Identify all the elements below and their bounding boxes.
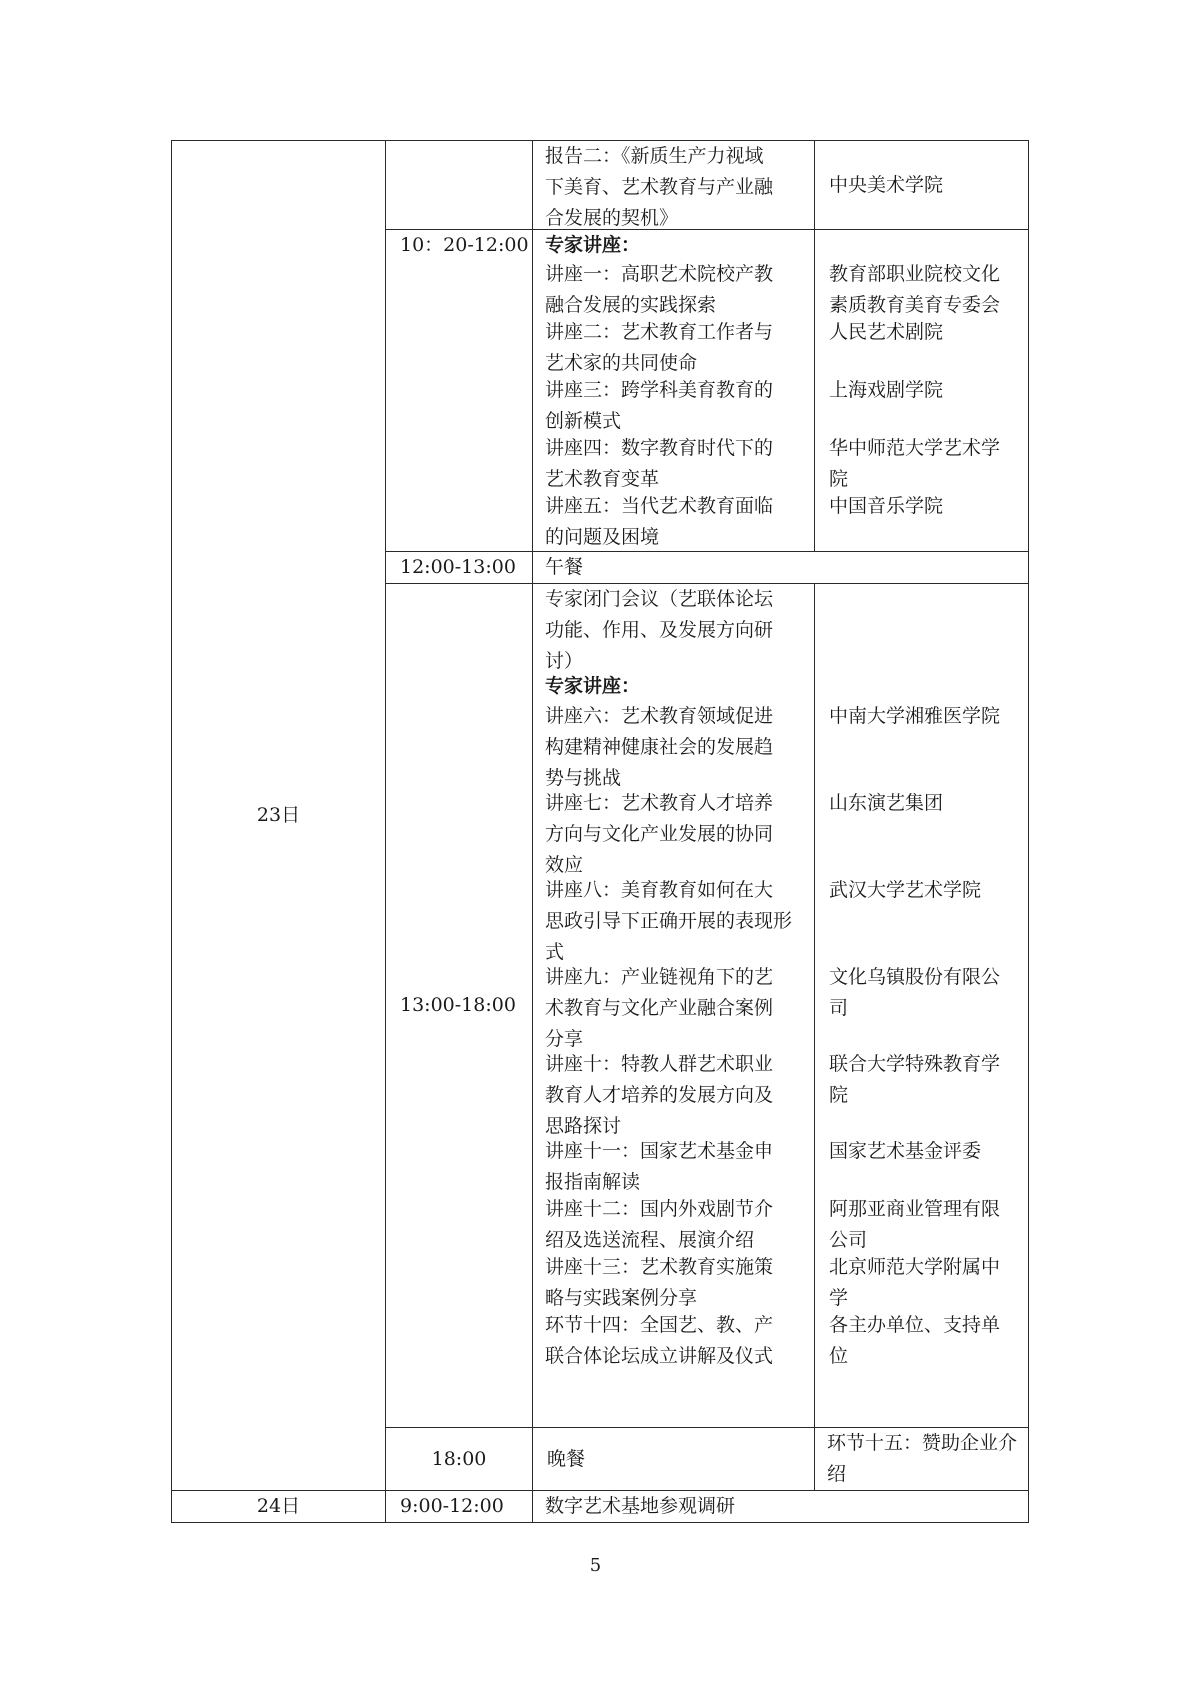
day-cell xyxy=(386,1428,533,1491)
lecture-org: 教育部职业院校文化 素质教育美育专委会 xyxy=(829,263,1001,316)
lecture-org: 山东演艺集团 xyxy=(829,792,944,814)
lecture-org: 中南大学湘雅医学院 xyxy=(829,705,1001,727)
table-row xyxy=(172,1491,1029,1523)
time-cell xyxy=(386,1491,533,1523)
lecture-heading: 专家讲座： xyxy=(545,675,641,697)
lecture-title: 环节十四：全国艺、教、产 联合体论坛成立讲解及仪式 xyxy=(545,1314,774,1367)
lunch-label: 午餐 xyxy=(545,556,584,578)
closed-meeting: 专家闭门会议（艺联体论坛 功能、作用、及发展方向研 讨） xyxy=(545,588,774,671)
lecture-title: 讲座六：艺术教育领域促进 构建精神健康社会的发展趋 势与挑战 xyxy=(545,705,774,788)
lecture-org: 华中师范大学艺术学 院 xyxy=(829,437,1001,490)
time-label: 18:00 xyxy=(431,1447,487,1470)
time-label: 10：20-12:00 xyxy=(400,234,529,256)
content-cell xyxy=(533,584,815,1428)
lecture-title: 讲座八：美育教育如何在大 思政引导下正确开展的表现形 式 xyxy=(545,879,793,962)
lecture-title: 讲座一：高职艺术院校产教 融合发展的实践探索 xyxy=(545,263,774,316)
schedule-table xyxy=(171,140,1029,1523)
lecture-title: 讲座十：特教人群艺术职业 教育人才培养的发展方向及 思路探讨 xyxy=(545,1053,774,1136)
lecture-title: 讲座五：当代艺术教育面临 的问题及困境 xyxy=(545,495,774,548)
lecture-title: 讲座十三：艺术教育实施策 略与实践案例分享 xyxy=(545,1256,774,1309)
lecture-org: 上海戏剧学院 xyxy=(829,379,944,401)
content-cell xyxy=(533,552,1029,584)
time-cell xyxy=(386,552,533,584)
lecture-title: 讲座九：产业链视角下的艺 术教育与文化产业融合案例 分享 xyxy=(545,966,774,1049)
lecture-org: 中国音乐学院 xyxy=(829,495,944,517)
lecture-org: 国家艺术基金评委 xyxy=(829,1140,982,1162)
time-label: 12:00-13:00 xyxy=(400,556,516,578)
lecture-org: 联合大学特殊教育学 院 xyxy=(829,1053,1001,1106)
page-number: 5 xyxy=(589,1555,602,1576)
day-cell xyxy=(172,1491,386,1523)
dinner-label: 晚餐 xyxy=(547,1447,586,1470)
content-cell xyxy=(815,1428,1029,1491)
report-org: 中央美术学院 xyxy=(829,173,944,196)
content-cell xyxy=(533,141,815,230)
time-cell xyxy=(386,584,533,1428)
dinner-content: 环节十五：赞助企业介绍 xyxy=(827,1432,1018,1485)
report-title: 报告二：《新质生产力视域 下美育、艺术教育与产业融 合发展的契机》 xyxy=(545,145,774,229)
day-label: 24日 xyxy=(256,1495,301,1517)
org-cell xyxy=(815,230,1029,552)
org-cell xyxy=(815,584,1029,1428)
org-cell xyxy=(815,141,1029,230)
lecture-org: 文化乌镇股份有限公 司 xyxy=(829,966,1001,1019)
lecture-title: 讲座十二：国内外戏剧节介 绍及选送流程、展演介绍 xyxy=(545,1198,774,1251)
time-cell xyxy=(386,141,533,230)
lecture-org: 阿那亚商业管理有限 公司 xyxy=(829,1198,1001,1251)
time-label: 13:00-18:00 xyxy=(400,994,516,1016)
day-cell xyxy=(172,141,386,1491)
time-cell xyxy=(386,230,533,552)
day-label: 23日 xyxy=(256,804,301,826)
lecture-heading: 专家讲座： xyxy=(545,234,641,256)
lecture-title: 讲座四：数字教育时代下的 艺术教育变革 xyxy=(545,437,774,490)
lecture-title: 讲座二：艺术教育工作者与 艺术家的共同使命 xyxy=(545,321,774,374)
content-cell xyxy=(533,1491,1029,1523)
lecture-org: 武汉大学艺术学院 xyxy=(829,879,982,901)
content-cell xyxy=(533,230,815,552)
lecture-org: 北京师范大学附属中 学 xyxy=(829,1256,1001,1309)
day24-content: 数字艺术基地参观调研 xyxy=(545,1495,736,1517)
lecture-org: 各主办单位、支持单 位 xyxy=(829,1314,1001,1367)
table-row xyxy=(172,141,1029,230)
lecture-title: 讲座七：艺术教育人才培养 方向与文化产业发展的协同 效应 xyxy=(545,792,774,875)
time-label: 9:00-12:00 xyxy=(400,1495,504,1517)
lecture-org: 人民艺术剧院 xyxy=(829,321,944,343)
lecture-title: 讲座三：跨学科美育教育的 创新模式 xyxy=(545,379,774,432)
time-cell xyxy=(533,1428,815,1491)
lecture-title: 讲座十一：国家艺术基金申 报指南解读 xyxy=(545,1140,774,1193)
